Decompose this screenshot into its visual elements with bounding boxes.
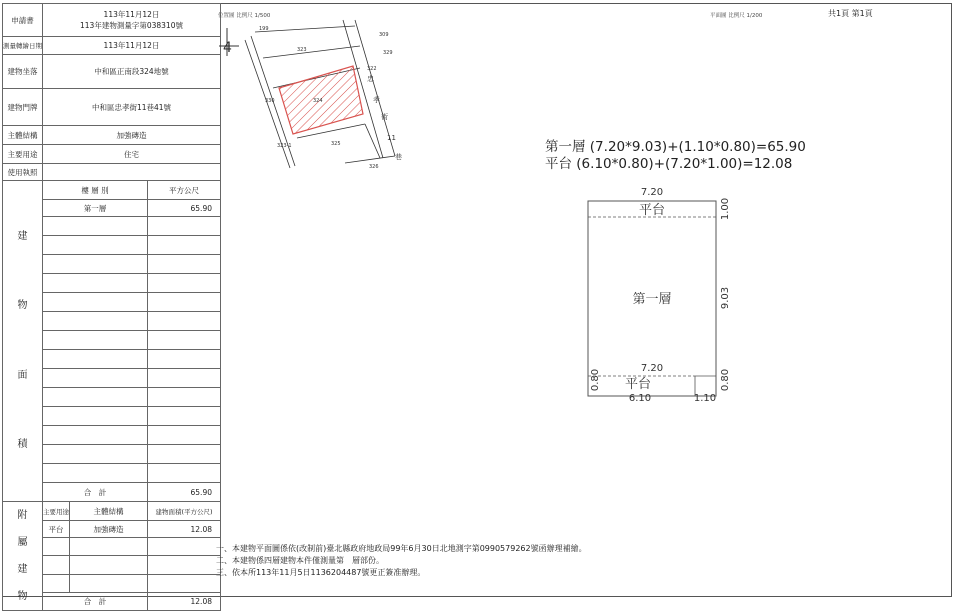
svg-text:街: 街 [381,113,388,121]
svg-text:11: 11 [387,134,396,142]
svg-text:199: 199 [259,26,269,32]
svg-text:330: 330 [265,98,275,104]
dim-bottom-right: 1.10 [693,393,717,404]
floor-plan [580,180,740,410]
location-map-label: 位置圖 比例尺 1/500 [218,13,271,19]
svg-text:309: 309 [379,32,389,38]
license-value [43,164,221,181]
svg-text:326: 326 [369,164,379,170]
dim-top: 7.20 [640,187,664,198]
building-info-table [2,3,221,611]
attached-building-side-label: 附 屬 建 物 [3,502,43,611]
applicant-label: 申請書 [3,4,43,37]
svg-text:4: 4 [223,40,232,56]
formula-floor1: 第一層 (7.20*9.03)+(1.10*0.80)=65.90 [545,139,806,155]
attached-total-value: 12.08 [148,592,221,610]
table-row: 平台 加強磚造 12.08 [3,521,221,538]
location-map [215,18,415,178]
attached-area-header: 建物面積(平方公尺) [148,502,221,521]
door-label: 建物門牌 [3,89,43,126]
formula-platform: 平台 (6.10*0.80)+(7.20*1.00)=12.08 [545,156,793,172]
svg-text:忠: 忠 [367,75,374,83]
license-label: 使用執照 [3,164,43,181]
dim-right-mid: 9.03 [720,286,731,310]
note-2: 二、本建物係四層建物本件僅測量第 層部份。 [216,556,384,565]
use-value: 住宅 [43,145,221,164]
north-arrow-icon [219,28,239,56]
dim-right-bottom: 0.80 [720,368,731,392]
svg-text:329: 329 [383,50,393,56]
survey-date-label: 測量轉繪日期 [3,37,43,55]
page-count: 共1頁 第1頁 [828,9,873,18]
svg-text:323-1: 323-1 [277,143,292,149]
note-1: 一、本建物平面圖係依(改制前)臺北縣政府地政局99年6月30日北地測字第0990579262號函辦理補繪。 [216,544,587,553]
dim-bottom-left: 6.10 [628,393,652,404]
dim-right-top: 1.00 [720,197,731,221]
door-value: 中和區忠孝街11巷41號 [43,89,221,126]
attached-structure-header: 主體結構 [70,502,148,521]
dim-left-bottom: 0.80 [590,368,601,392]
floor-column-header: 樓 層 別 [43,181,148,200]
application-date: 113年11月12日 [103,10,160,19]
svg-text:巷: 巷 [395,153,402,161]
table-row: 第一層 65.90 [3,200,221,217]
structure-label: 主體結構 [3,126,43,145]
notes [216,543,587,579]
svg-text:325: 325 [331,141,341,147]
plan-scale-label: 平面圖 比例尺 1/200 [710,13,763,19]
svg-text:323: 323 [297,47,307,53]
application-number: 113年建物測量字第038310號 [80,21,183,30]
survey-date-value: 113年11月12日 [43,37,221,55]
area-total-value: 65.90 [148,483,221,502]
applicant-value [43,4,221,37]
location-label: 建物坐落 [3,55,43,89]
area-total-label: 合 計 [43,483,148,502]
svg-text:孝: 孝 [373,96,380,104]
label-floor1: 第一層 [632,292,672,307]
location-value: 中和區正南段324地號 [43,55,221,89]
attached-total-label: 合 計 [43,592,148,610]
area-column-header: 平方公尺 [148,181,221,200]
dim-inner: 7.20 [640,363,664,374]
attached-use-header: 主要用途 [43,502,70,521]
building-area-side-label: 建 物 面 積 [3,181,43,502]
label-platform-top: 平台 [638,203,666,218]
svg-text:324: 324 [313,98,323,104]
use-label: 主要用途 [3,145,43,164]
label-platform-bottom: 平台 [624,377,652,392]
note-3: 三、依本所113年11月5日1136204487號更正簽准辦理。 [216,568,426,577]
structure-value: 加強磚造 [43,126,221,145]
svg-text:322: 322 [367,66,377,72]
